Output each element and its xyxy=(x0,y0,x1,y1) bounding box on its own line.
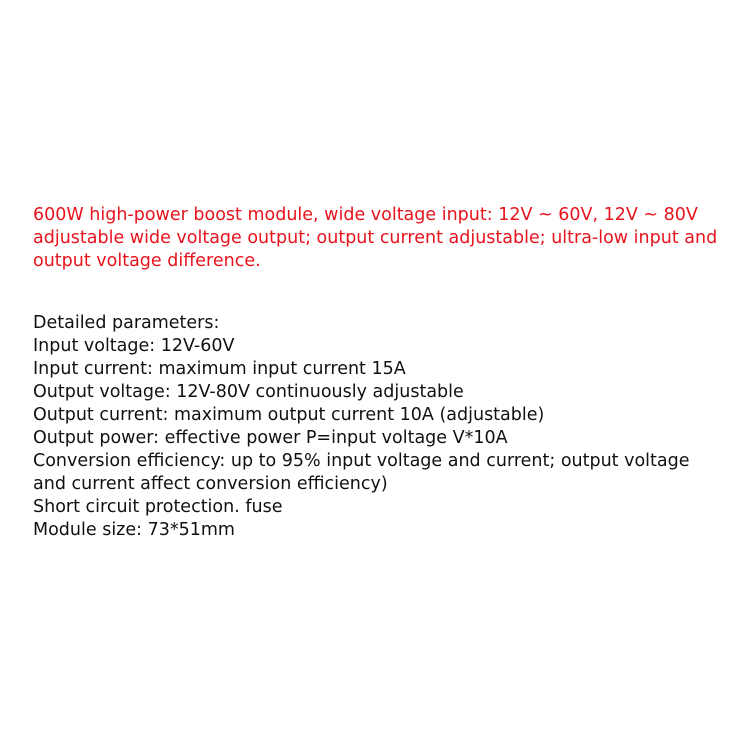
product-headline: 600W high-power boost module, wide voltage input: 12V ~ 60V, 12V ~ 80V adjustable wide voltage output; output current adjustable; ultra-low input and output voltage difference. xyxy=(33,205,718,271)
param-input-voltage: Input voltage: 12V-60V xyxy=(33,336,235,356)
parameter-list xyxy=(33,312,723,542)
param-input-current: Input current: maximum input current 15A xyxy=(33,359,406,379)
param-output-current: Output current: maximum output current 10A (adjustable) xyxy=(33,405,545,425)
param-output-power: Output power: effective power P=input voltage V*10A xyxy=(33,428,508,448)
param-conversion-efficiency: Conversion efficiency: up to 95% input voltage and current; output voltage and current affect conversion efficiency) xyxy=(33,451,690,494)
param-module-size: Module size: 73*51mm xyxy=(33,520,235,540)
param-short-circuit-protection: Short circuit protection. fuse xyxy=(33,497,283,517)
parameter-heading: Detailed parameters: xyxy=(33,313,220,333)
param-output-voltage: Output voltage: 12V-80V continuously adjustable xyxy=(33,382,464,402)
